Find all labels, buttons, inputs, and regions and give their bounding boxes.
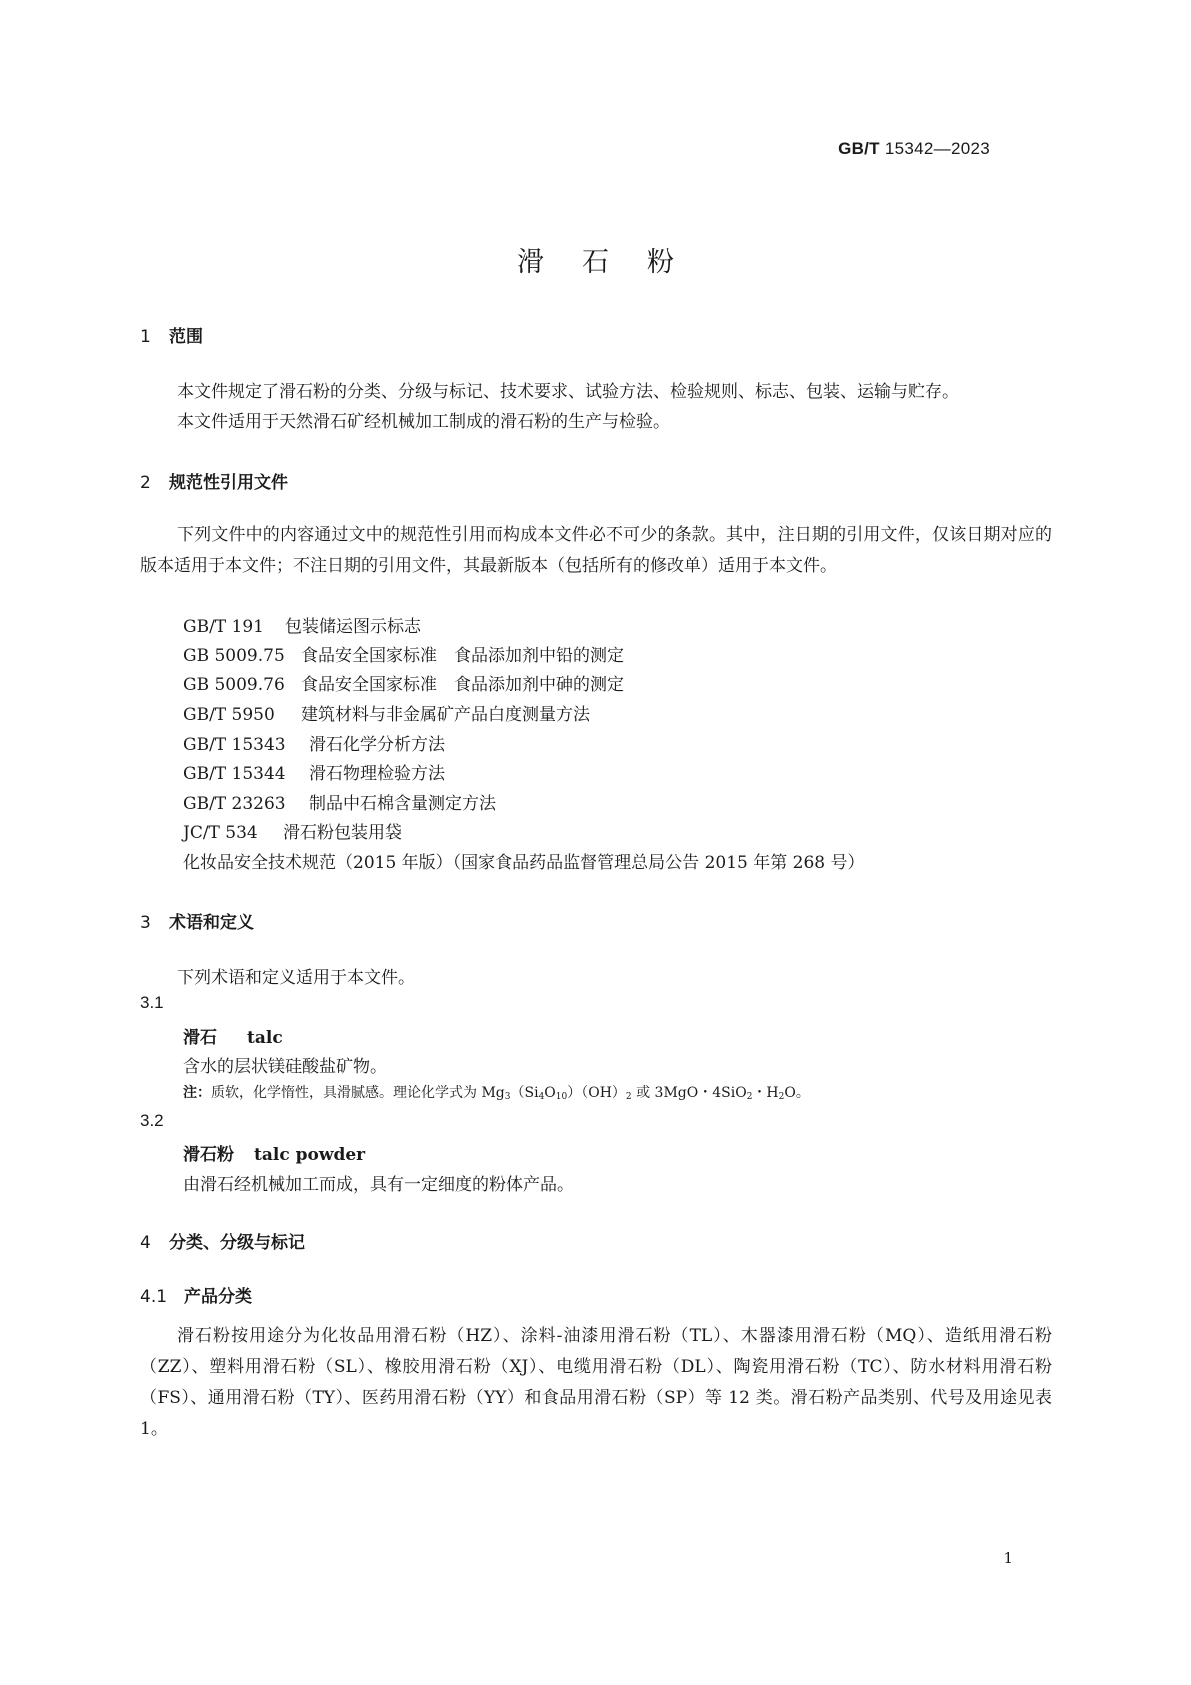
term-3-1-number: 3.1 — [140, 993, 164, 1012]
reference-item: GB 5009.76 食品安全国家标准 食品添加剂中砷的测定 — [183, 675, 624, 695]
section-2-heading: 2 规范性引用文件 — [140, 473, 288, 493]
term-3-2-number: 3.2 — [140, 1111, 164, 1130]
term-3-1-title: 滑石 talc — [183, 1028, 283, 1048]
section-4-1-paragraph-1: 滑石粉按用途分为化妆品用滑石粉（HZ）、涂料-油漆用滑石粉（TL）、木器漆用滑石粉（MQ）、造纸用滑石粉（ZZ）、塑料用滑石粉（SL）、橡胶用滑石粉（XJ）、电缆用滑石粉（DL）、陶瓷用滑石粉（TC）、防水材料用滑石粉（FS）、通用滑石粉（TY）、医药用滑石粉（YY）和食品用滑石粉（SP）等 12 类。滑石粉产品类别、代号及用途见表 1。 — [140, 1326, 1052, 1439]
reference-item: GB 5009.75 食品安全国家标准 食品添加剂中铅的测定 — [183, 646, 624, 666]
section-1-paragraph-2: 本文件适用于天然滑石矿经机械加工制成的滑石粉的生产与检验。 — [177, 412, 670, 432]
page-number: 1 — [1003, 1549, 1013, 1567]
section-3-heading: 3 术语和定义 — [140, 913, 254, 933]
standard-number: GB/T 15342—2023 — [838, 139, 990, 158]
reference-item: GB/T 15344 滑石物理检验方法 — [183, 764, 445, 784]
term-3-2-definition: 由滑石经机械加工而成，具有一定细度的粉体产品。 — [183, 1175, 574, 1195]
reference-item: GB/T 15343 滑石化学分析方法 — [183, 735, 445, 755]
section-1-heading: 1 范围 — [140, 327, 203, 347]
reference-item: GB/T 5950 建筑材料与非金属矿产品白度测量方法 — [183, 705, 590, 725]
reference-item: GB/T 23263 制品中石棉含量测定方法 — [183, 794, 496, 814]
reference-item: GB/T 191 包装储运图示标志 — [183, 617, 421, 637]
term-3-1-note: 注：质软，化学惰性，具滑腻感。理论化学式为 $Mg_3(Si_4O_{10})(OH)_2$ 或 3MgO・4SiO$_2$・$H_2O$。 — [183, 1085, 810, 1102]
document-title: 滑石粉 — [517, 247, 712, 278]
section-3-paragraph-1: 下列术语和定义适用于本文件。 — [177, 968, 415, 988]
section-4-heading: 4 分类、分级与标记 — [140, 1233, 305, 1253]
section-2-paragraph-1: 下列文件中的内容通过文中的规范性引用而构成本文件必不可少的条款。其中，注日期的引用文件，仅该日期对应的版本适用于本文件；不注日期的引用文件，其最新版本（包括所有的修改单）适用于本文件。 — [140, 525, 1052, 576]
term-3-2-title: 滑石粉 talc powder — [183, 1145, 366, 1165]
term-3-1-definition: 含水的层状镁硅酸盐矿物。 — [183, 1057, 387, 1077]
section-4-1-heading: 4.1 产品分类 — [140, 1287, 252, 1307]
reference-item-last: 化妆品安全技术规范（2015 年版）（国家食品药品监督管理总局公告 2015 年第 268 号） — [183, 853, 865, 873]
section-1-paragraph-1: 本文件规定了滑石粉的分类、分级与标记、技术要求、试验方法、检验规则、标志、包装、运输与贮存。 — [177, 382, 959, 402]
reference-item: JC/T 534 滑石粉包装用袋 — [183, 823, 402, 843]
